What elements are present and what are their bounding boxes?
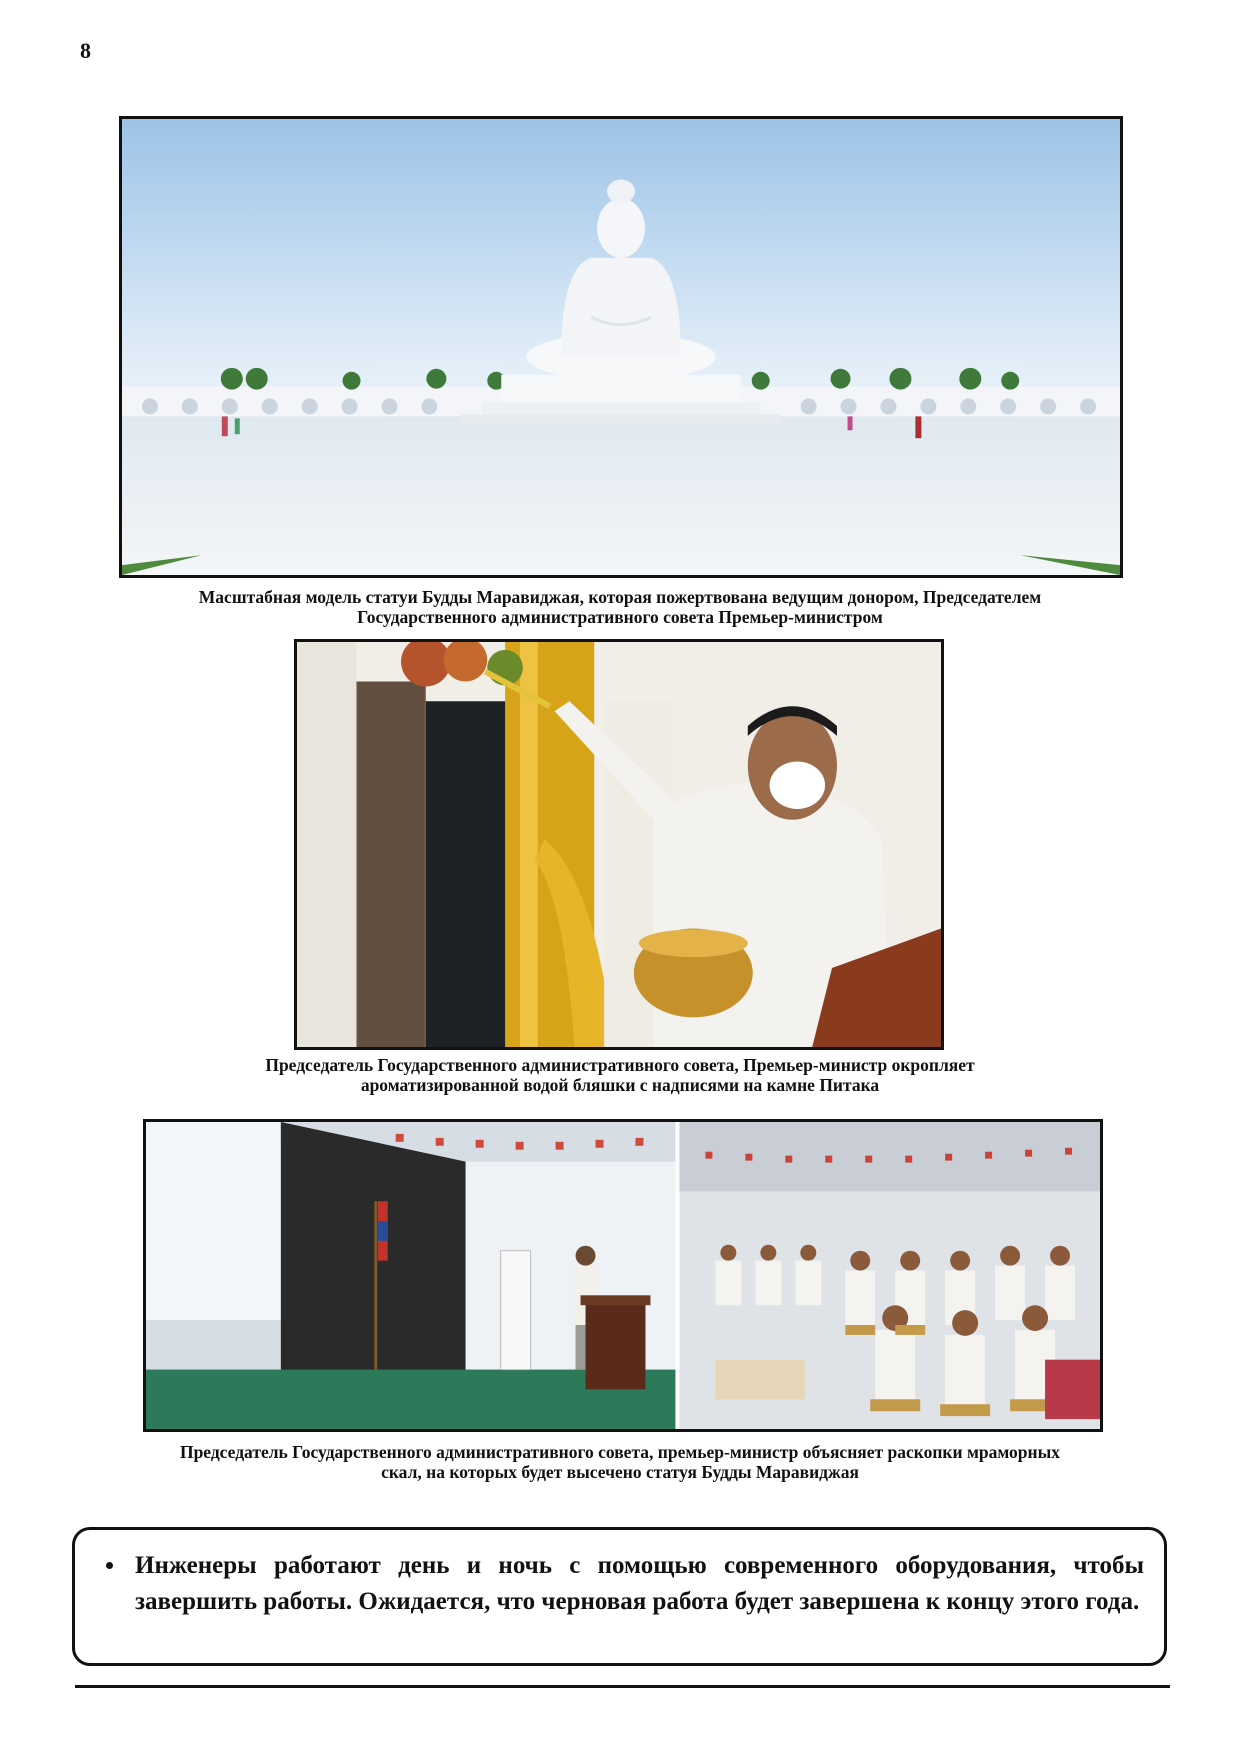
- figure-1-caption-line-2: Государственного административного совета Премьер-министром: [357, 607, 883, 627]
- figure-3-caption-line-2: скал, на которых будет высечено статуя Будды Маравиджая: [381, 1462, 859, 1482]
- buddha-statue-model-photo: [119, 116, 1123, 578]
- marble-excavation-briefing-photo: [143, 1119, 1103, 1432]
- highlight-callout-box: [72, 1527, 1167, 1666]
- figure-3-caption-line-1: Председатель Государственного административного совета, премьер-министр объясняет раскопки мраморных: [179, 1442, 1061, 1462]
- footer-rule: [75, 1685, 1170, 1688]
- page-number: 8: [80, 38, 91, 63]
- scented-water-ceremony-photo: [294, 639, 944, 1050]
- callout-bullet-text: • Инженеры работают день и ночь с помощью современного оборудования, чтобы завершить работы. Ожидается, что черновая работа будет завершена к концу этого года.: [127, 1548, 1144, 1620]
- figure-1-caption: [80, 587, 1160, 627]
- figure-3-caption: [80, 1442, 1160, 1482]
- figure-2-caption: [80, 1055, 1160, 1095]
- figure-1-caption-line-1: Масштабная модель статуи Будды Маравиджая, которая пожертвована ведущим донором, Председателем: [198, 587, 1042, 607]
- figure-2-caption-line-2: ароматизированной водой бляшки с надписями на камне Питака: [360, 1075, 880, 1095]
- callout-bullet-list: [75, 1530, 1164, 1620]
- figure-2-caption-line-1: Председатель Государственного административного совета, Премьер-министр окропляет: [265, 1055, 975, 1075]
